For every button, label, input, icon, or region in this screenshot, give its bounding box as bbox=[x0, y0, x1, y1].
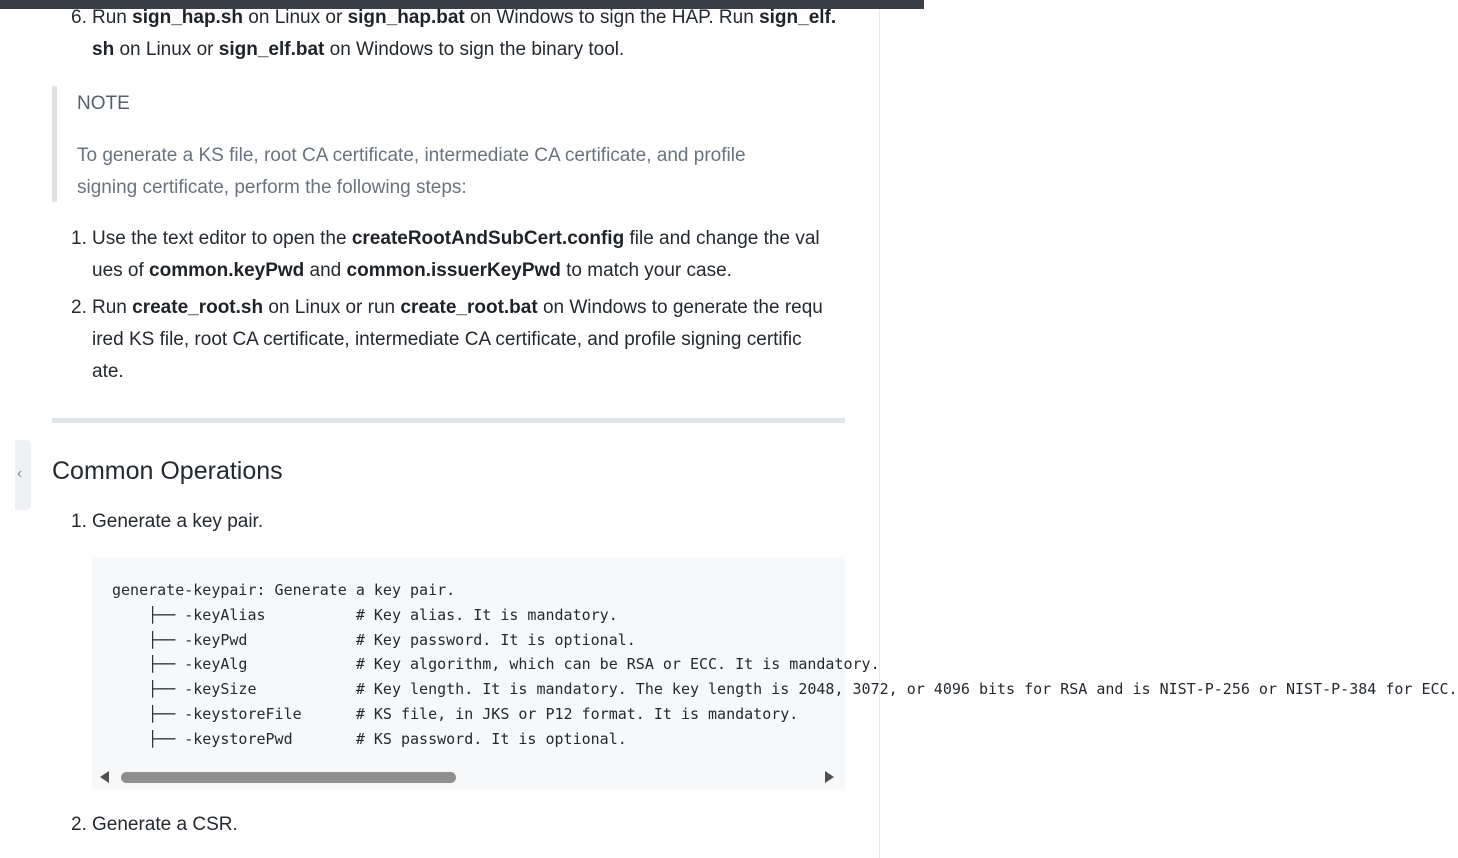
code-line: ├── -keystorePwd # KS password. It is optional. bbox=[112, 729, 627, 748]
list-number: 1. bbox=[71, 228, 87, 249]
code-line: ├── -keyAlias # Key alias. It is mandatory. bbox=[112, 605, 618, 624]
section-divider bbox=[52, 418, 845, 423]
list-item-step-2: 2. Run create_root.sh on Linux or run create_root.bat on Windows to generate the requ ired KS file, root CA certificate, intermediate CA certificate, and profile signing certific ate. bbox=[52, 292, 885, 388]
section-heading: Common Operations bbox=[52, 457, 283, 485]
code-term: common.issuerKeyPwd bbox=[346, 260, 561, 281]
code-term: sign_hap.sh bbox=[132, 7, 243, 28]
code-term: common.keyPwd bbox=[149, 260, 305, 281]
list-number: 6. bbox=[71, 7, 87, 28]
scroll-right-arrow-icon[interactable] bbox=[825, 771, 834, 783]
code-line: ├── -keystoreFile # KS file, in JKS or P12 format. It is mandatory. bbox=[112, 704, 799, 723]
list-number: 2. bbox=[71, 814, 87, 835]
scroll-left-arrow-icon[interactable] bbox=[100, 771, 109, 783]
chevron-left-icon: ‹ bbox=[17, 465, 23, 482]
list-item-step-1: 1. Use the text editor to open the createRootAndSubCert.config file and change the val ues of common.keyPwd and common.issuerKeyPwd to match your case. bbox=[52, 223, 885, 287]
code-term: sh bbox=[92, 39, 115, 60]
sidebar-toggle-button[interactable] bbox=[15, 440, 31, 510]
step-6-line-2: sh on Linux or sign_elf.bat on Windows to sign the binary tool. bbox=[92, 39, 625, 60]
code-block[interactable] bbox=[92, 557, 1458, 789]
code-line: ├── -keySize # Key length. It is mandatory. The key length is 2048, 3072, or 4096 bits for RSA and is NIST-P-256 or NIST-P-384 for ECC. bbox=[112, 680, 1458, 699]
note-body: To generate a KS file, root CA certificate, intermediate CA certificate, and profile signing certificate, perform the following steps: bbox=[77, 145, 746, 198]
code-term: create_root.sh bbox=[132, 297, 264, 318]
list-number: 2. bbox=[71, 297, 87, 318]
list-item-step-6 bbox=[52, 2, 885, 66]
code-line: ├── -keyPwd # Key password. It is optional. bbox=[112, 630, 636, 649]
list-item-generate-keypair: 1. Generate a key pair. bbox=[52, 506, 885, 538]
code-term: sign_elf. bbox=[759, 7, 837, 28]
horizontal-scrollbar-thumb[interactable] bbox=[121, 772, 456, 783]
code-term: sign_elf.bat bbox=[218, 39, 325, 60]
note-callout bbox=[52, 86, 845, 202]
code-line: ├── -keyAlg # Key algorithm, which can be RSA or ECC. It is mandatory. bbox=[112, 655, 880, 674]
code-text bbox=[112, 578, 1458, 752]
note-title: NOTE bbox=[77, 93, 130, 114]
code-line: generate-keypair: Generate a key pair. bbox=[112, 581, 456, 599]
list-item-generate-csr: 2. Generate a CSR. bbox=[52, 809, 885, 841]
code-term: create_root.bat bbox=[400, 297, 538, 318]
code-term: sign_hap.bat bbox=[347, 7, 465, 28]
code-term: createRootAndSubCert.config bbox=[351, 228, 625, 249]
step-6-line-1: Run sign_hap.sh on Linux or sign_hap.bat on Windows to sign the HAP. Run sign_elf. bbox=[92, 7, 837, 28]
list-number: 1. bbox=[71, 511, 87, 532]
